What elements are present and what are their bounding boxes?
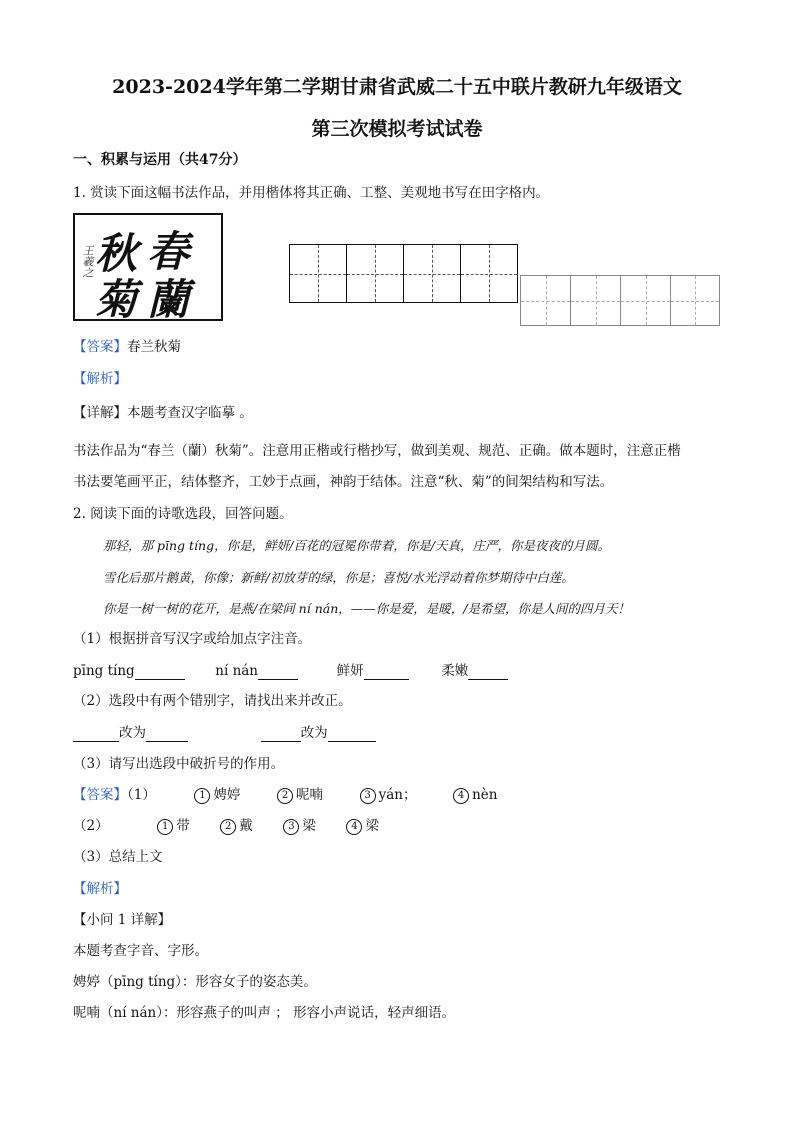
grid-cell[interactable] [461, 245, 517, 302]
calligraphy-artwork [73, 213, 223, 324]
answer-blank[interactable] [146, 727, 188, 742]
answer-text: 春兰秋菊 [127, 339, 181, 355]
poem-line-1: 那轻，那 pīng tíng，你是，鲜妍/百花的冠冕你带着，你是/天真，庄严，你是夜夜的月圆。 [103, 538, 610, 553]
answer-label: （1） [127, 787, 156, 803]
fill-label: 柔嫩 [441, 663, 469, 679]
circled-number: 2 [277, 788, 293, 804]
calligraphy-char: 蘭 [147, 275, 190, 324]
q2-analysis-tag: 【解析】 [73, 881, 127, 897]
answer-blank[interactable] [258, 665, 298, 680]
sub-question-1: （1）根据拼音写汉字或给加点字注音。 [73, 631, 312, 647]
grid-cell[interactable] [571, 276, 621, 325]
poem-line-2: 雪化后那片鹅黄，你像；新鲜/初放芽的绿，你是；喜悦/水光浮动着你梦期待中白莲。 [103, 570, 574, 585]
grid-cell[interactable] [404, 245, 461, 302]
answer-tag: 【答案】 [73, 339, 127, 355]
circled-number: 3 [283, 819, 299, 835]
answer-blank[interactable] [364, 665, 409, 680]
answer-item: 娉婷 [213, 787, 241, 803]
detail-tag: 【详解】 [73, 405, 127, 421]
fill-label: ní nán [215, 663, 259, 679]
answer-label: （2） [73, 818, 109, 834]
circled-number: 2 [220, 819, 236, 835]
fill-label: 鲜妍 [336, 663, 364, 679]
grid-cell[interactable] [671, 276, 719, 325]
grid-cell[interactable] [621, 276, 671, 325]
calligraphy-char: 菊 [95, 275, 138, 324]
document-title-line2: 第三次模拟考试试卷 [311, 118, 483, 140]
calligraphy-char: 春 [147, 227, 190, 276]
fill-row-1 [73, 662, 508, 680]
question-1-prompt: 1. 赏读下面这幅书法作品，并用楷体将其正确、工整、美观地书写在田字格内。 [73, 185, 550, 201]
q1-explain-2: 书法要笔画平正，结体整齐，工妙于点画，神韵于结体。注意“秋、菊”的间架结构和写法。 [73, 474, 614, 490]
answer-blank[interactable] [73, 727, 119, 742]
sub-detail-heading: 【小问 1 详解】 [73, 912, 172, 928]
writing-grid-secondary[interactable] [520, 275, 720, 326]
writing-grid-main[interactable] [289, 244, 518, 303]
grid-cell[interactable] [347, 245, 404, 302]
calligraphy-signature: 王羲之 [81, 245, 94, 278]
explain-line: 娉婷（pīng tíng）：形容女子的姿态美。 [73, 974, 317, 990]
section-heading: 一、积累与运用（共47分） [73, 152, 247, 168]
document-title-line1: 2023-2024学年第二学期甘肃省武威二十五中联片教研九年级语文 [112, 76, 682, 98]
circled-number: 4 [346, 819, 362, 835]
sub-question-3: （3）请写出选段中破折号的作用。 [73, 756, 285, 772]
fill-label: 改为 [119, 725, 146, 741]
circled-number: 4 [453, 788, 469, 804]
circled-number: 1 [194, 788, 210, 804]
explain-line: 本题考查字音、字形。 [73, 943, 208, 959]
fill-label: 改为 [300, 725, 328, 741]
answer-item: 戴 [239, 818, 253, 834]
answer-item: nèn [472, 787, 498, 803]
question-2-prompt: 2. 阅读下面的诗歌选段，回答问题。 [73, 506, 293, 522]
poem-line-3: 你是一树一树的花开，是燕/在梁间 ní nán，——你是爱，是暖，/是希望，你是人间的四月天！ [103, 601, 630, 616]
calligraphy-char: 秋 [95, 229, 138, 278]
grid-cell[interactable] [521, 276, 571, 325]
grid-cell[interactable] [290, 245, 347, 302]
answer-item: 带 [176, 818, 190, 834]
q2-answer-2 [73, 817, 379, 835]
detail-text: 本题考查汉字临摹 。 [127, 405, 253, 421]
answer-tag: 【答案】 [73, 787, 127, 803]
answer-item: yán； [378, 787, 417, 803]
answer-item: 梁 [365, 818, 379, 834]
answer-blank[interactable] [261, 727, 301, 742]
answer-blank[interactable] [135, 665, 185, 680]
answer-blank[interactable] [468, 665, 508, 680]
q1-answer [73, 338, 181, 356]
answer-item: 梁 [302, 818, 316, 834]
explain-line: 呢喃（ní nán）：形容燕子的叫声 ； 形容小声说话，轻声细语。 [73, 1005, 456, 1021]
q1-analysis-tag: 【解析】 [73, 371, 127, 387]
q1-explain-1: 书法作品为“春兰（蘭）秋菊”。注意用正楷或行楷抄写，做到美观、规范、正确。做本题时，注意正楷 [73, 443, 681, 459]
q2-answer-3: （3）总结上文 [73, 849, 163, 865]
circled-number: 1 [157, 819, 173, 835]
answer-item: 呢喃 [296, 787, 324, 803]
answer-blank[interactable] [328, 727, 376, 742]
fill-row-2 [73, 724, 376, 742]
sub-question-2: （2）选段中有两个错别字，请找出来并改正。 [73, 693, 352, 709]
fill-label: pīng tíng [73, 663, 135, 679]
q1-detail [73, 404, 253, 422]
q2-answer-1 [73, 786, 497, 804]
circled-number: 3 [360, 788, 376, 804]
